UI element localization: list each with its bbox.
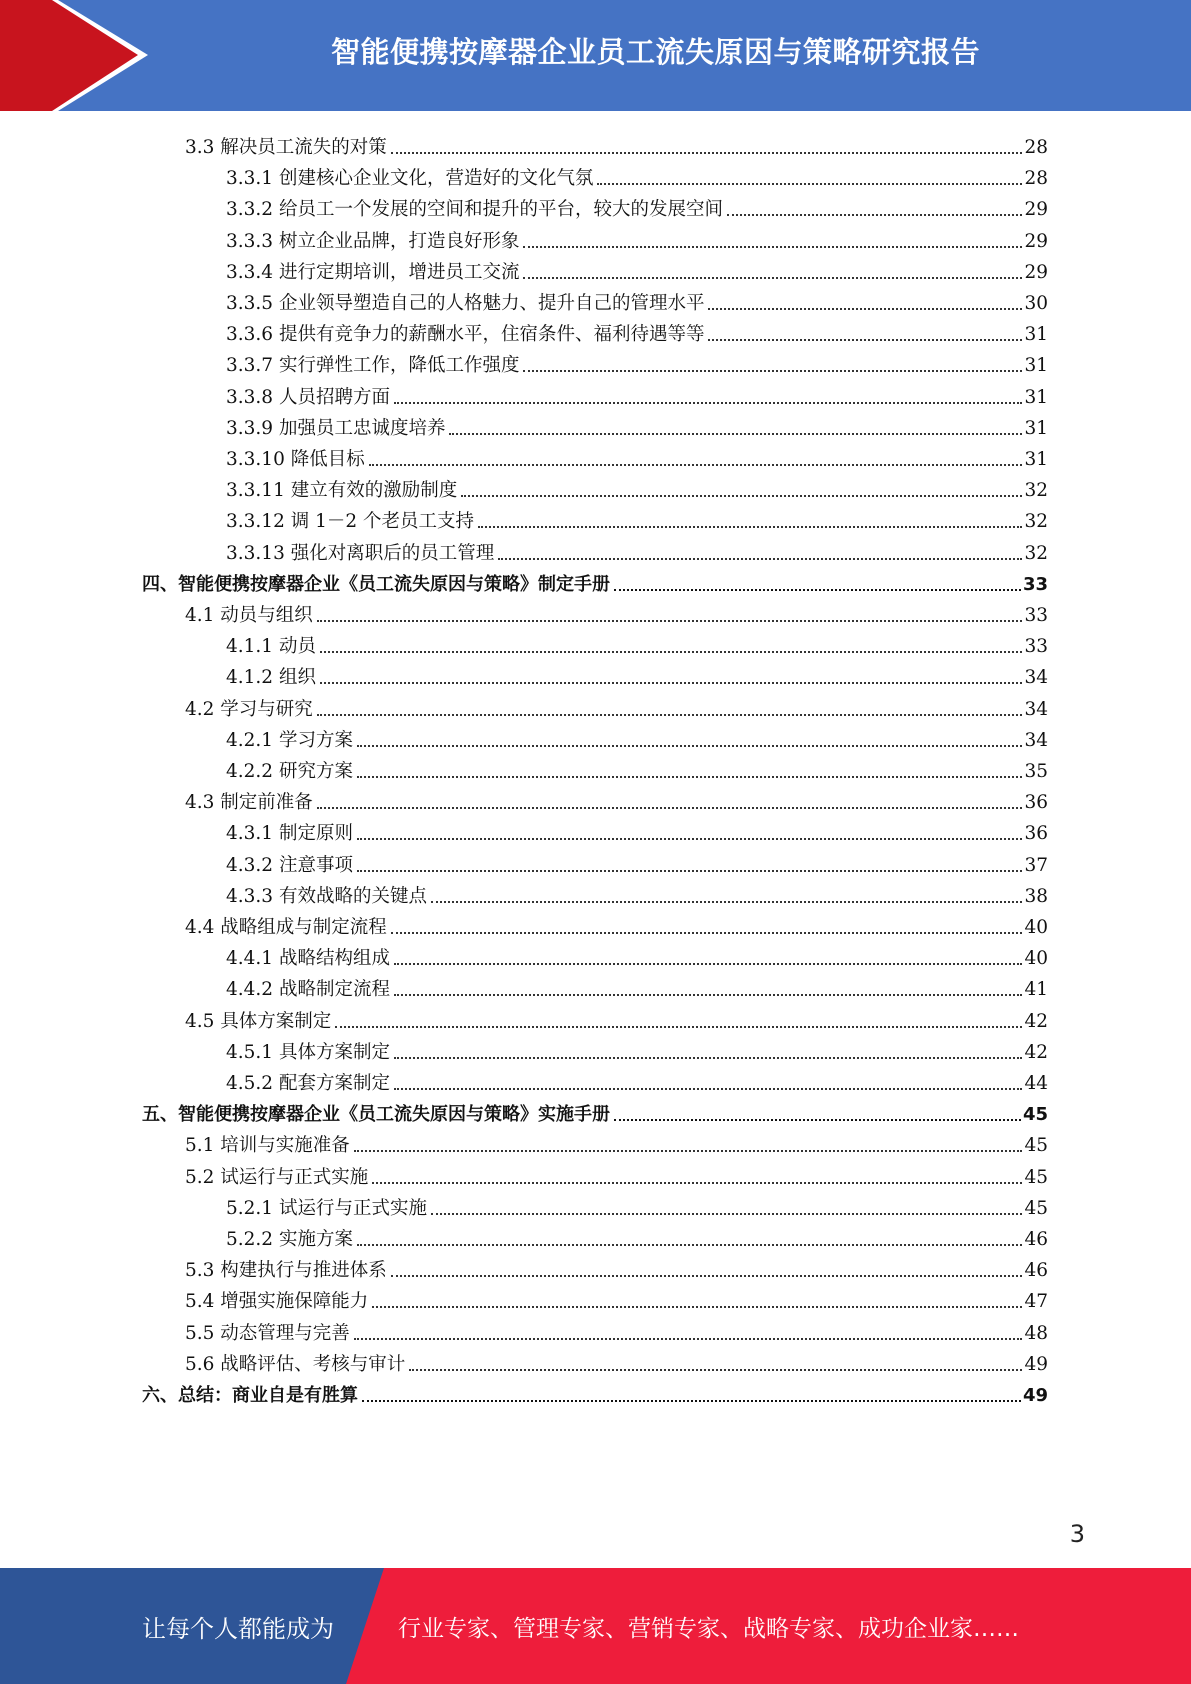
toc-entry-page: 40	[1024, 917, 1048, 938]
toc-entry[interactable]	[226, 159, 1048, 190]
toc-entry[interactable]	[226, 970, 1048, 1001]
footer-slogan-right: 行业专家、管理专家、营销专家、战略专家、成功企业家……	[398, 1615, 1019, 1642]
toc-dot-leader	[431, 901, 1022, 903]
toc-dot-leader	[391, 1275, 1023, 1277]
toc-entry[interactable]	[226, 814, 1048, 845]
toc-entry-label: 3.3.6 提供有竞争力的薪酬水平，住宿条件、福利待遇等等	[226, 324, 705, 346]
toc-dot-leader	[317, 620, 1023, 622]
toc-entry-label: 3.3.8 人员招聘方面	[226, 386, 390, 408]
toc-entry[interactable]	[226, 190, 1048, 221]
toc-entry-page: 48	[1024, 1322, 1048, 1344]
toc-dot-leader	[478, 526, 1022, 528]
toc-entry-label: 3.3 解决员工流失的对策	[185, 137, 387, 158]
toc-entry-label: 4.5.1 具体方案制定	[226, 1041, 390, 1063]
toc-entry-page: 34	[1024, 667, 1048, 689]
toc-dot-leader	[391, 152, 1023, 154]
toc-entry-label: 5.2.2 实施方案	[226, 1229, 353, 1250]
toc-entry[interactable]	[226, 222, 1048, 253]
toc-entry[interactable]	[185, 596, 1048, 627]
toc-entry[interactable]	[185, 1251, 1048, 1282]
toc-entry-label: 4.3.3 有效战略的关键点	[226, 885, 427, 907]
toc-entry-page: 41	[1024, 979, 1048, 1001]
toc-entry-page: 31	[1024, 324, 1048, 346]
toc-entry-page: 34	[1024, 729, 1048, 751]
toc-dot-leader	[320, 651, 1023, 653]
toc-entry-label: 4.5 具体方案制定	[185, 1010, 332, 1032]
toc-entry-label: 4.2 学习与研究	[185, 698, 313, 720]
toc-entry-label: 3.3.4 进行定期培训，增进员工交流	[226, 261, 520, 283]
toc-entry[interactable]	[226, 1220, 1048, 1251]
toc-entry-label: 5.5 动态管理与完善	[185, 1322, 350, 1344]
toc-entry-page: 32	[1024, 542, 1048, 564]
toc-dot-leader	[431, 1213, 1022, 1215]
toc-entry-label: 4.4.2 战略制定流程	[226, 979, 390, 1001]
toc-entry-page: 31	[1024, 417, 1048, 439]
toc-entry-page: 35	[1024, 761, 1048, 782]
toc-dot-leader	[498, 558, 1022, 560]
toc-entry[interactable]	[226, 502, 1048, 533]
toc-entry-label: 3.3.10 降低目标	[226, 449, 365, 470]
toc-entry-label: 4.4 战略组成与制定流程	[185, 917, 387, 938]
toc-entry-page: 33	[1022, 573, 1048, 595]
toc-entry[interactable]	[185, 1345, 1048, 1376]
toc-entry-label: 4.1 动员与组织	[185, 605, 313, 626]
toc-entry-label: 5.6 战略评估、考核与审计	[185, 1353, 406, 1375]
toc-entry-label: 5.2.1 试运行与正式实施	[226, 1197, 427, 1219]
toc-entry[interactable]	[185, 690, 1048, 721]
toc-entry[interactable]	[185, 1002, 1048, 1033]
toc-entry[interactable]	[226, 846, 1048, 877]
toc-entry-page: 31	[1024, 386, 1048, 408]
toc-dot-leader	[394, 994, 1022, 996]
toc-entry-label: 3.3.3 树立企业品牌，打造良好形象	[226, 230, 520, 252]
toc-entry[interactable]	[226, 315, 1048, 346]
toc-dot-leader	[449, 433, 1022, 435]
toc-entry-page: 36	[1024, 823, 1048, 845]
toc-dot-leader	[394, 1057, 1022, 1059]
toc-entry-label: 4.5.2 配套方案制定	[226, 1073, 390, 1094]
toc-entry-label: 3.3.1 创建核心企业文化，营造好的文化气氛	[226, 168, 594, 190]
toc-dot-leader	[354, 1338, 1023, 1340]
toc-entry-page: 32	[1024, 480, 1048, 502]
toc-entry-label: 3.3.7 实行弹性工作，降低工作强度	[226, 355, 520, 377]
toc-entry-page: 49	[1022, 1385, 1048, 1406]
toc-dot-leader	[320, 682, 1023, 684]
toc-entry-page: 44	[1024, 1073, 1048, 1094]
toc-entry[interactable]	[226, 378, 1048, 409]
toc-dot-leader	[369, 464, 1023, 466]
toc-entry[interactable]	[185, 128, 1048, 159]
toc-dot-leader	[372, 1182, 1022, 1184]
toc-entry[interactable]	[185, 1158, 1048, 1189]
toc-dot-leader	[394, 1088, 1022, 1090]
toc-entry[interactable]	[226, 939, 1048, 970]
toc-entry[interactable]	[226, 284, 1048, 315]
toc-dot-leader	[394, 402, 1022, 404]
toc-entry[interactable]	[226, 877, 1048, 908]
toc-entry-page: 42	[1024, 1010, 1048, 1032]
toc-entry-page: 28	[1024, 168, 1048, 190]
toc-entry-label: 4.1.2 组织	[226, 667, 316, 689]
toc-entry-page: 46	[1024, 1260, 1048, 1282]
toc-dot-leader	[362, 1400, 1021, 1402]
toc-entry-page: 32	[1024, 511, 1048, 533]
toc-entry[interactable]	[142, 565, 1048, 596]
toc-dot-leader	[727, 214, 1022, 216]
page-number: 3	[1069, 1520, 1085, 1548]
toc-entry[interactable]	[226, 1033, 1048, 1064]
toc-entry-page: 42	[1024, 1041, 1048, 1063]
toc-entry-label: 六、总结：商业自是有胜算	[142, 1385, 358, 1406]
toc-entry[interactable]	[226, 1064, 1048, 1095]
toc-entry-page: 49	[1024, 1353, 1048, 1375]
toc-entry-label: 3.3.11 建立有效的激励制度	[226, 480, 458, 502]
toc-entry[interactable]	[226, 440, 1048, 471]
toc-entry[interactable]	[226, 253, 1048, 284]
toc-entry-label: 4.3.2 注意事项	[226, 854, 353, 876]
toc-entry-page: 46	[1024, 1229, 1048, 1250]
toc-entry[interactable]	[185, 783, 1048, 814]
toc-entry[interactable]	[142, 1376, 1048, 1407]
toc-entry[interactable]	[226, 471, 1048, 502]
toc-entry-page: 30	[1024, 293, 1048, 314]
toc-entry-label: 3.3.9 加强员工忠诚度培养	[226, 417, 446, 439]
toc-dot-leader	[597, 183, 1022, 185]
toc-entry[interactable]	[226, 1189, 1048, 1220]
toc-entry[interactable]	[226, 658, 1048, 689]
toc-dot-leader	[317, 714, 1023, 716]
toc-entry-page: 45	[1024, 1166, 1048, 1188]
toc-dot-leader	[614, 589, 1021, 591]
toc-dot-leader	[357, 870, 1023, 872]
toc-dot-leader	[523, 277, 1022, 279]
toc-entry-page: 29	[1024, 199, 1048, 221]
toc-entry-page: 31	[1024, 449, 1048, 470]
toc-entry[interactable]	[226, 721, 1048, 752]
toc-entry-label: 四、智能便携按摩器企业《员工流失原因与策略》制定手册	[142, 573, 610, 595]
toc-entry-page: 36	[1024, 792, 1048, 814]
toc-entry-page: 33	[1024, 636, 1048, 658]
toc-entry-label: 4.2.1 学习方案	[226, 729, 353, 751]
toc-entry-label: 4.1.1 动员	[226, 636, 316, 658]
toc-dot-leader	[708, 339, 1022, 341]
toc-dot-leader	[391, 932, 1023, 934]
toc-dot-leader	[357, 1244, 1023, 1246]
toc-dot-leader	[357, 776, 1023, 778]
toc-entry[interactable]	[185, 1126, 1048, 1157]
toc-dot-leader	[357, 838, 1023, 840]
toc-entry[interactable]	[226, 627, 1048, 658]
toc-entry-label: 4.4.1 战略结构组成	[226, 948, 390, 970]
toc-dot-leader	[523, 246, 1022, 248]
toc-entry-label: 4.2.2 研究方案	[226, 761, 353, 782]
toc-dot-leader	[614, 1119, 1021, 1121]
footer-slogan-left: 让每个人都能成为	[142, 1614, 334, 1643]
toc-entry[interactable]	[226, 534, 1048, 565]
toc-entry-page: 37	[1024, 854, 1048, 876]
toc-entry-page: 28	[1024, 137, 1048, 158]
toc-entry-label: 3.3.13 强化对离职后的员工管理	[226, 542, 495, 564]
toc-entry-label: 3.3.12 调 1－2 个老员工支持	[226, 511, 475, 533]
toc-entry[interactable]	[185, 1314, 1048, 1345]
toc-entry-page: 31	[1024, 355, 1048, 377]
toc-entry[interactable]	[226, 752, 1048, 783]
toc-dot-leader	[461, 495, 1022, 497]
toc-entry-page: 33	[1024, 605, 1048, 626]
toc-entry-label: 4.3.1 制定原则	[226, 823, 353, 845]
header-banner	[0, 0, 1191, 111]
toc-dot-leader	[372, 1306, 1022, 1308]
header-arrow-decoration	[0, 0, 160, 111]
toc-entry-page: 29	[1024, 261, 1048, 283]
toc-entry[interactable]	[185, 1282, 1048, 1313]
footer-banner	[0, 1568, 1191, 1684]
toc-entry-label: 4.3 制定前准备	[185, 792, 313, 814]
toc-entry[interactable]	[226, 409, 1048, 440]
toc-entry-page: 47	[1024, 1291, 1048, 1313]
toc-dot-leader	[357, 745, 1023, 747]
toc-dot-leader	[394, 963, 1022, 965]
toc-entry-label: 3.3.5 企业领导塑造自己的人格魅力、提升自己的管理水平	[226, 293, 705, 314]
toc-dot-leader	[708, 308, 1022, 310]
toc-entry-page: 45	[1024, 1135, 1048, 1157]
toc-entry-label: 5.3 构建执行与推进体系	[185, 1260, 387, 1282]
toc-entry-page: 29	[1024, 230, 1048, 252]
toc-dot-leader	[317, 807, 1023, 809]
toc-entry-label: 5.1 培训与实施准备	[185, 1135, 350, 1157]
toc-entry-label: 5.4 增强实施保障能力	[185, 1291, 369, 1313]
toc-entry[interactable]	[226, 346, 1048, 377]
toc-dot-leader	[335, 1026, 1022, 1028]
toc-entry-page: 45	[1024, 1197, 1048, 1219]
toc-entry[interactable]	[142, 1095, 1048, 1126]
toc-entry[interactable]	[185, 908, 1048, 939]
toc-dot-leader	[523, 370, 1022, 372]
toc-entry-page: 40	[1024, 948, 1048, 970]
toc-entry-label: 五、智能便携按摩器企业《员工流失原因与策略》实施手册	[142, 1104, 610, 1126]
toc-dot-leader	[354, 1150, 1023, 1152]
toc-dot-leader	[409, 1369, 1022, 1371]
toc-entry-label: 5.2 试运行与正式实施	[185, 1166, 369, 1188]
toc-entry-label: 3.3.2 给员工一个发展的空间和提升的平台，较大的发展空间	[226, 199, 723, 221]
toc-entry-page: 45	[1022, 1104, 1048, 1126]
toc-entry-page: 34	[1024, 698, 1048, 720]
document-title: 智能便携按摩器企业员工流失原因与策略研究报告	[330, 34, 980, 69]
toc-entry-page: 38	[1024, 885, 1048, 907]
